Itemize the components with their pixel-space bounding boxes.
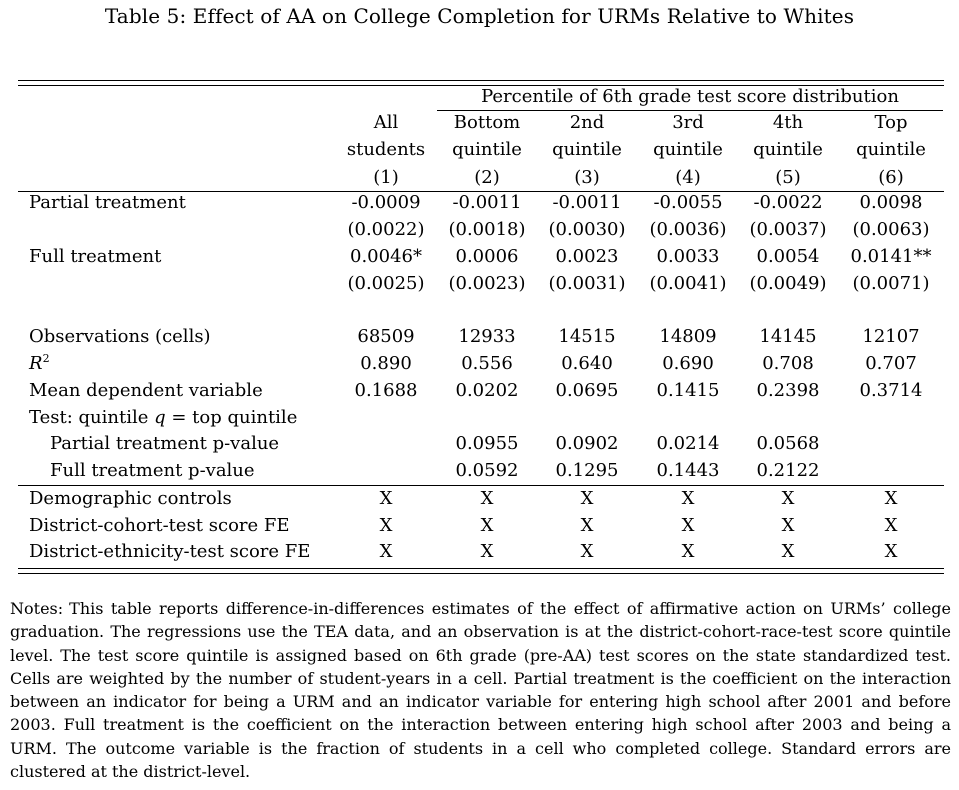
table-cell: X — [379, 515, 393, 536]
table-cell: 0.0902 — [555, 433, 619, 454]
notes-text: This table reports difference-in-differences estimates of the effect of affirmative action on URMs’ college graduation. The regressions use the TEA data, and an observation is at the district-cohort-race-test score quintile level. The test score quintile is assigned based on 6th grade (pre-AA) test scores on the state standardized test. Cells are weighted by the number of student-years in a cell. Partial treatment is the coefficient on the interaction between an indicator for being a URM and an indicator variable for entering high school after 2001 and before 2003. Full treatment is the coefficient on the interaction between entering high school after 2003 and being a URM. The outcome variable is the fraction of students in a cell who completed college. Standard errors are clustered at the district-level. — [10, 599, 951, 782]
table-cell: 0.0214 — [656, 433, 720, 454]
table-cell: X — [681, 488, 695, 509]
table-cell: X — [480, 488, 494, 509]
table-cell-se: (0.0041) — [649, 273, 727, 294]
table-cell: X — [580, 515, 594, 536]
col-header-5-line2: quintile — [753, 139, 823, 160]
table-cell: 12107 — [862, 326, 920, 347]
table-cell: 0.0202 — [455, 380, 519, 401]
table-cell: 0.2122 — [756, 460, 820, 481]
r-squared-superscript: 2 — [42, 352, 50, 365]
table-cell: 0.0046* — [350, 246, 422, 267]
table-cell: X — [580, 541, 594, 562]
col-header-2-line2: quintile — [452, 139, 522, 160]
table-cell-se: (0.0030) — [548, 219, 626, 240]
col-header-6-line1: Top — [874, 112, 908, 133]
table-cell: X — [681, 515, 695, 536]
col-number-2: (2) — [474, 167, 500, 188]
row-label-observations: Observations (cells) — [29, 326, 211, 347]
table-cell: 0.2398 — [756, 380, 820, 401]
table-cell: 14809 — [659, 326, 717, 347]
table-cell: X — [379, 541, 393, 562]
table-cell: 0.0006 — [455, 246, 519, 267]
notes-label: Notes: — [10, 599, 64, 618]
table-cell: -0.0009 — [351, 192, 421, 213]
table-cell: 0.0955 — [455, 433, 519, 454]
table-cell: 0.1688 — [354, 380, 418, 401]
table-cell: 0.0033 — [656, 246, 720, 267]
col-header-2-line1: Bottom — [453, 112, 521, 133]
table-cell: 0.0568 — [756, 433, 820, 454]
table-cell: X — [580, 488, 594, 509]
table-cell: X — [884, 515, 898, 536]
row-label-full-treatment: Full treatment — [29, 246, 162, 267]
col-header-1-line2: students — [346, 139, 426, 160]
test-label-variable: q — [154, 407, 166, 428]
row-label-partial-p-value: Partial treatment p-value — [50, 433, 280, 454]
row-label-district-ethnicity-fe: District-ethnicity-test score FE — [29, 541, 311, 562]
table-cell: 14145 — [759, 326, 817, 347]
table-cell: X — [781, 541, 795, 562]
col-header-4-line2: quintile — [653, 139, 723, 160]
table-cell: -0.0022 — [753, 192, 823, 213]
table-cell: 0.708 — [762, 353, 814, 374]
row-label-district-cohort-fe: District-cohort-test score FE — [29, 515, 290, 536]
col-number-1: (1) — [373, 167, 399, 188]
table-cell: 14515 — [558, 326, 616, 347]
col-number-5: (5) — [775, 167, 801, 188]
table-cell-se: (0.0031) — [548, 273, 626, 294]
row-label-test-quintile — [29, 405, 297, 431]
table-cell: 0.640 — [561, 353, 613, 374]
row-label-partial-treatment: Partial treatment — [29, 192, 186, 213]
table-notes — [10, 597, 951, 783]
table-cell: -0.0055 — [653, 192, 723, 213]
table-cell-se: (0.0022) — [347, 219, 425, 240]
table-cell-se: (0.0036) — [649, 219, 727, 240]
table-cell-se: (0.0071) — [852, 273, 930, 294]
col-number-6: (6) — [878, 167, 904, 188]
table-cell: 0.890 — [360, 353, 412, 374]
col-header-1-line1: All — [373, 112, 399, 133]
table-cell: 0.0023 — [555, 246, 619, 267]
table-cell: 0.1295 — [555, 460, 619, 481]
table-cell: -0.0011 — [452, 192, 522, 213]
table-caption: Table 5: Effect of AA on College Completion for URMs Relative to Whites — [104, 4, 855, 28]
col-header-3-line1: 2nd — [569, 112, 605, 133]
table-cell: X — [480, 541, 494, 562]
table-cell: 0.3714 — [859, 380, 923, 401]
table-cell: -0.0011 — [552, 192, 622, 213]
col-header-4-line1: 3rd — [672, 112, 704, 133]
r-squared-base: R — [29, 353, 43, 374]
col-header-5-line1: 4th — [772, 112, 804, 133]
table-cell: 0.690 — [662, 353, 714, 374]
table-cell: 0.1415 — [656, 380, 720, 401]
table-cell: 0.707 — [865, 353, 917, 374]
table-cell: X — [884, 488, 898, 509]
table-cell-se: (0.0063) — [852, 219, 930, 240]
table-cell: 0.556 — [461, 353, 513, 374]
row-label-demographic-controls: Demographic controls — [29, 488, 232, 509]
col-number-4: (4) — [675, 167, 701, 188]
top-rule-outer — [18, 80, 944, 81]
table-cell-se: (0.0037) — [749, 219, 827, 240]
table-cell: X — [781, 515, 795, 536]
table-cell: 0.0054 — [756, 246, 820, 267]
table-cell: 68509 — [357, 326, 415, 347]
row-label-full-p-value: Full treatment p-value — [50, 460, 255, 481]
bottom-rule-inner — [18, 568, 944, 569]
table-cell: 0.0695 — [555, 380, 619, 401]
table-cell: X — [681, 541, 695, 562]
bottom-rule-outer — [18, 573, 944, 574]
table-cell: X — [884, 541, 898, 562]
table-cell: X — [379, 488, 393, 509]
test-label-post: = top quintile — [165, 407, 298, 428]
col-header-6-line2: quintile — [856, 139, 926, 160]
col-header-3-line2: quintile — [552, 139, 622, 160]
table-cell: 12933 — [458, 326, 516, 347]
table-cell: 0.0592 — [455, 460, 519, 481]
table-cell-se: (0.0049) — [749, 273, 827, 294]
table-cell: 0.0098 — [859, 192, 923, 213]
table-cell: X — [781, 488, 795, 509]
table-cell: 0.1443 — [656, 460, 720, 481]
table-cell-se: (0.0018) — [448, 219, 526, 240]
table-cell: 0.0141** — [850, 246, 932, 267]
table-cell-se: (0.0025) — [347, 273, 425, 294]
row-label-mean-dependent-variable: Mean dependent variable — [29, 380, 263, 401]
spanner-header: Percentile of 6th grade test score distribution — [481, 86, 899, 107]
row-label-r-squared — [29, 351, 50, 377]
test-label-pre: Test: quintile — [29, 407, 155, 428]
table-cell-se: (0.0023) — [448, 273, 526, 294]
col-number-3: (3) — [574, 167, 600, 188]
table-cell: X — [480, 515, 494, 536]
